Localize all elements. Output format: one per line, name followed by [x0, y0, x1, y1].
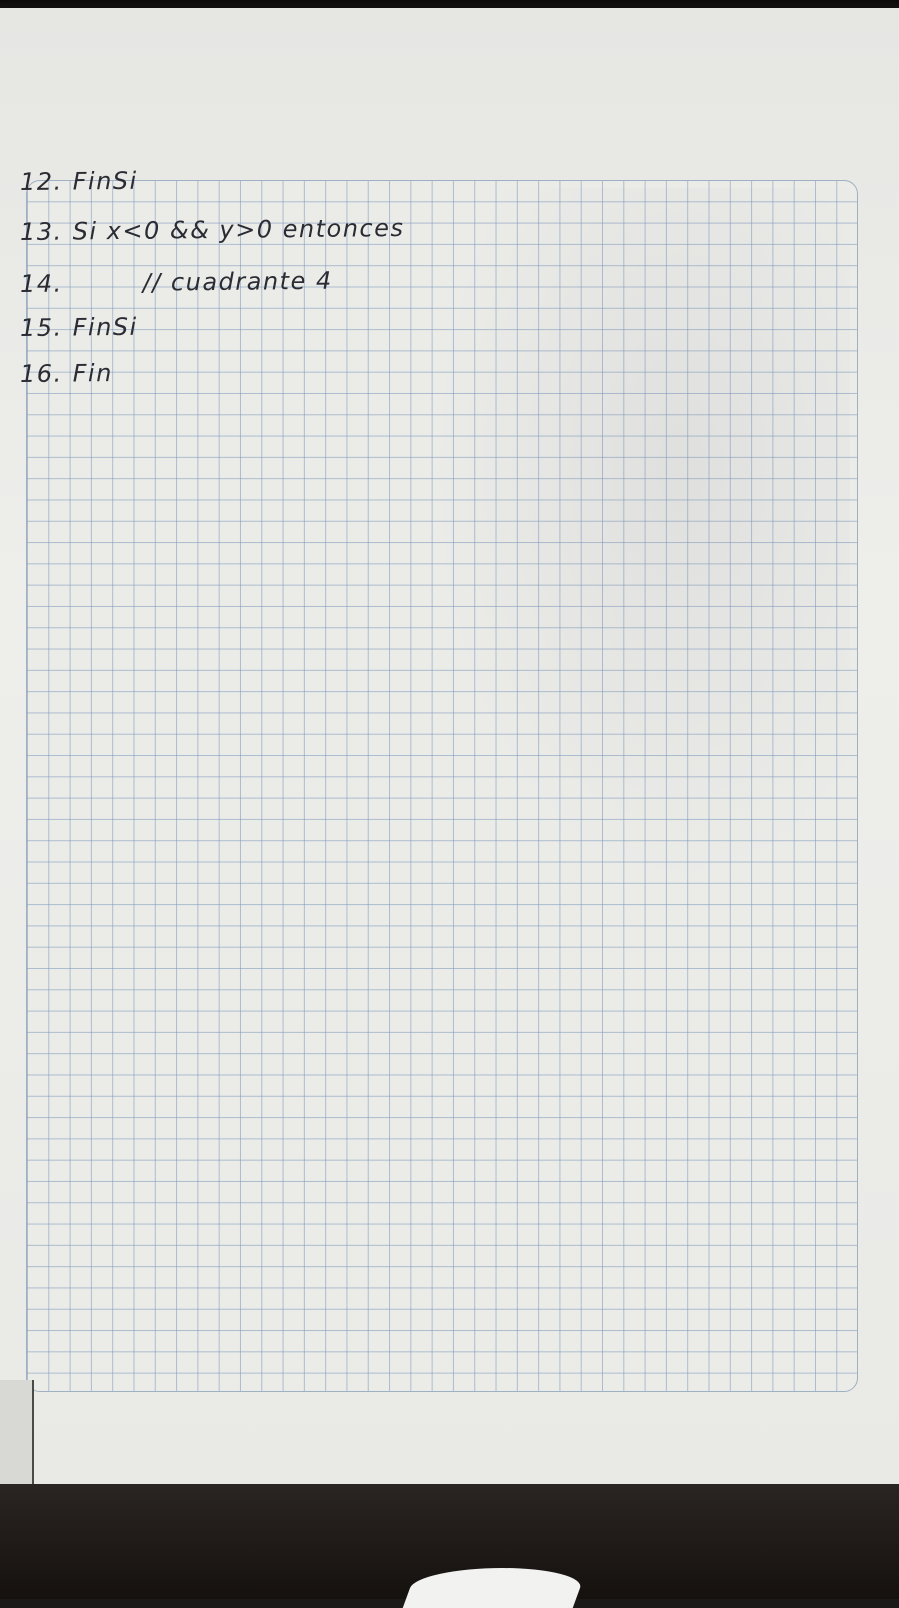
under-page-edge [0, 1380, 34, 1490]
code-line-12 [20, 167, 138, 196]
line-number: 13. [19, 217, 63, 246]
line-text: Si x<0 && y>0 entonces [72, 213, 405, 246]
line-number: 15. [19, 313, 63, 342]
line-text: FinSi [72, 312, 138, 342]
line-number: 12. [19, 167, 63, 196]
line-text: FinSi [72, 166, 138, 196]
code-line-13 [20, 214, 405, 246]
line-text: Fin [72, 359, 114, 388]
line-number: 16. [19, 359, 63, 388]
line-text: // cuadrante 4 [142, 266, 333, 297]
code-line-14 [20, 267, 333, 298]
show-through-ink [430, 188, 850, 888]
code-line-15 [20, 313, 138, 342]
notebook-page [0, 8, 899, 1484]
line-number: 14. [19, 269, 63, 298]
code-line-16 [20, 359, 113, 388]
